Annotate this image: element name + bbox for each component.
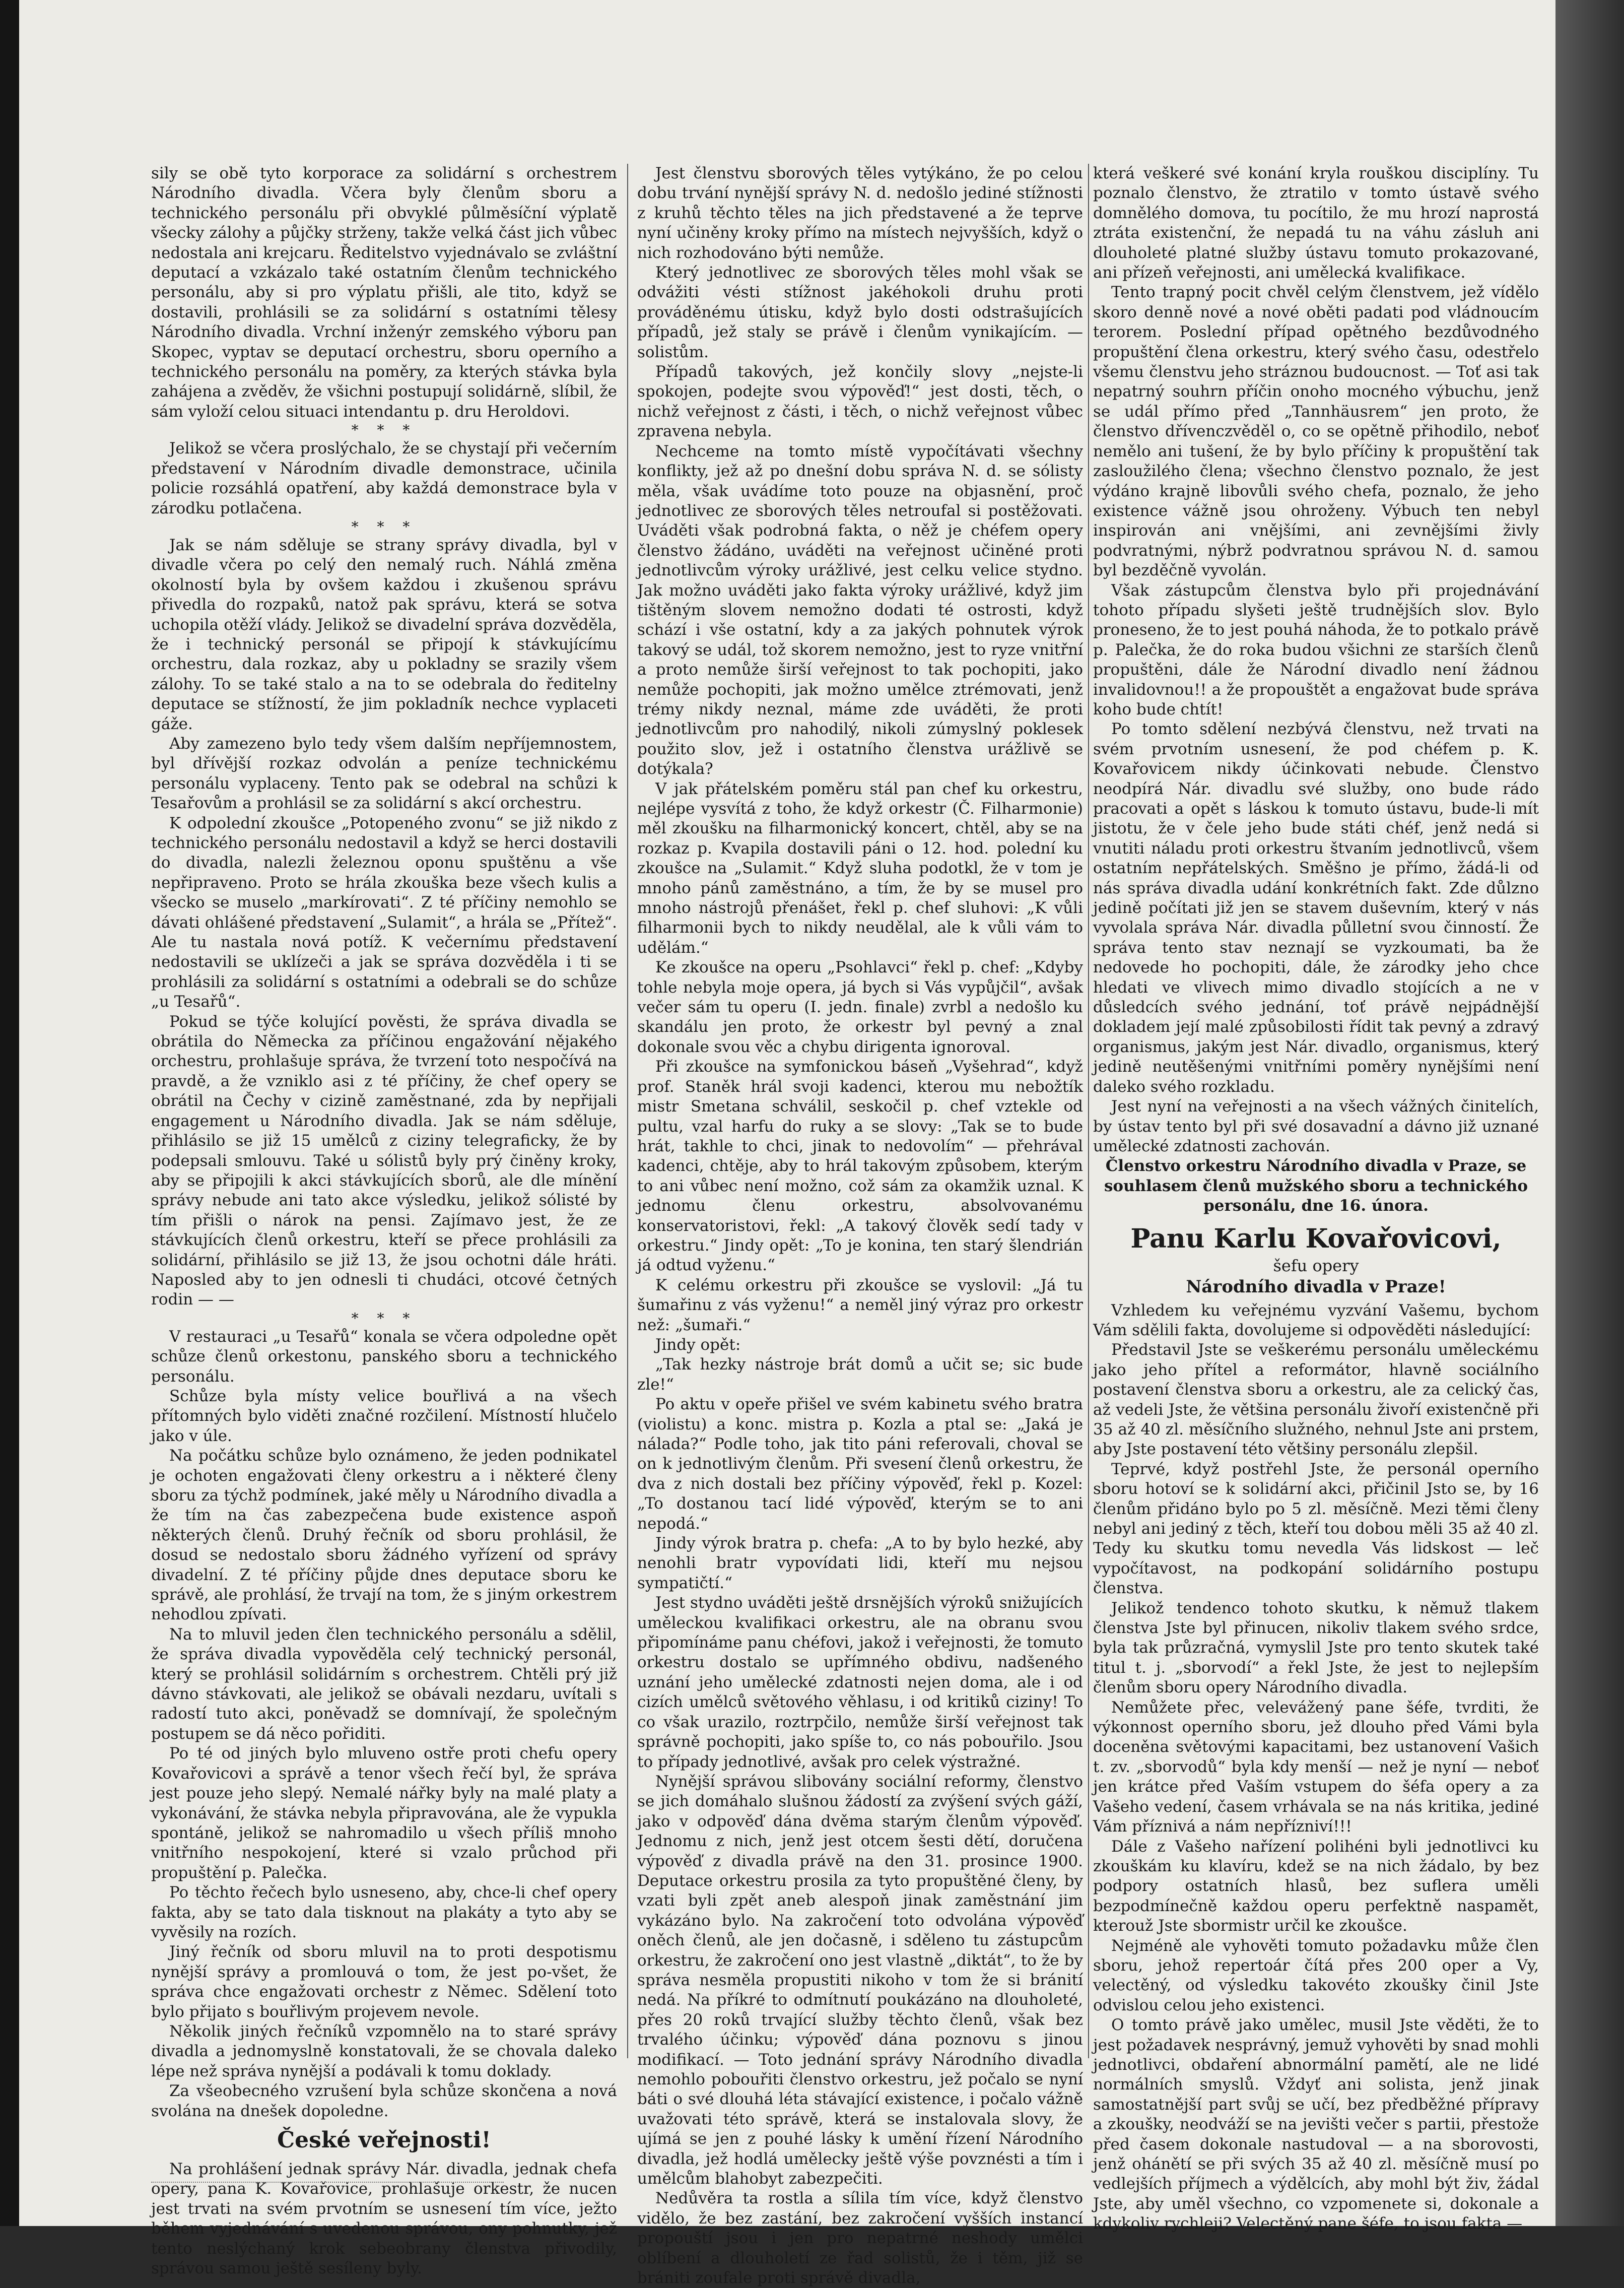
paragraph: Však zástupcům členstva bylo při projednávání tohoto případu slyšeti ještě trudnějších slov. Bylo proneseno, že to jest pouhá náhoda, že to potkalo právě p. Palečka, že do roka budou všichni ze starších členů propuštěni, dále že Národní divadlo není žádnou invalidovnou!! a že propouštět a engažovat bude správa koho bude chtít! bbox=[1093, 581, 1539, 718]
paragraph: Vzhledem ku veřejnému vyzvání Vašemu, bychom Vám sdělili fakta, dovolujeme si odpověděti následující: bbox=[1093, 1301, 1539, 1339]
paragraph: Tento trapný pocit chvěl celým členstvem, jež vídělo skoro denně nové a nové oběti padati pod vládnoucím terorem. Poslední případ opětného bezdůvodného propuštění člena orkestru, který svého času, odestřelo všemu členstvu jeho stráznou budoucnost. — Toť asi tak nepatrný souhrn příčin onoho mocného výbuchu, jenž se udál přímo před „Tannhäusrem“ jen proto, že členstvo dřívenczvěděl o, co se opětně přihodilo, neboť nemělo ani tušení, že by bylo příčiny k propuštění tak zasloužilého člena; všechno členstvo poznalo, že jest výdáno krajně libovůli svého chefa, poznalo, že jeho existence vážně jsou ohroženy. Výbuch ten nebyl inspirován ani vnějšími, ani zevnějšími živly podvratnými, nýbrž podvratnou správou N. d. samou byl bezděčně vyvolán. bbox=[1093, 283, 1539, 580]
paragraph: Jest členstvu sborových těles vytýkáno, že po celou dobu trvání nynější správy N. d. nedošlo jediné stížnosti z kruhů těchto těles na jich představené a že teprve nyní učiněny kroky přímo na místech nejvyšších, když o nich rozhodováno býti nemůže. bbox=[637, 164, 1083, 262]
scan-left-margin bbox=[0, 0, 19, 2226]
paragraph: O tomto právě jako umělec, musil Jste věděti, že to jest požadavek nesprávný, jemuž vyhověti by snad mohli jednotlivci, obdaření abnormální pamětí, ale ne lidé normálních smyslů. Vždyť ani solista, jenž jinak samostatnější part svůj se učí, bez předběžné přípravy a zkoušky, neodváží se na jevišti večer s partii, přestože před časem dokonale nastudoval — a na sborovosti, jenž ohánětí se při svých 35 až 40 zl. měsíčně musí po vedlejších příjmech a výdělcích, aby mohl být živ, žádal Jste, aby uměl všechno, co vzpomenete si, dokonale a kdykoliv rychleji? Velectěný pane šéfe, to jsou fakta — bbox=[1093, 2016, 1539, 2233]
letter-heading: Panu Karlu Kovařovicovi, bbox=[1130, 1223, 1502, 1254]
paragraph: Po aktu v opeře přišel ve svém kabinetu svého bratra (violistu) a konc. mistra p. Kozla a ptal se: „Jaká je nálada?“ Podle toho, jak tito páni referovali, choval se on k jednotlivým členům. Při svesení členů orkestru, že dva z nich dostali bez příčiny výpověď, řekl p. Kozel: „To dostanou tací lidé výpověď, kterým se to ani nepodá.“ bbox=[637, 1395, 1083, 1533]
paragraph: Aby zamezeno bylo tedy všem dalším nepříjemnostem, byl dřívější rozkaz odvolán a peníze technickému personálu vyplaceny. Tento pak se odebral na schůzi k Tesařovům a prohlásil se za solidární s akcí orchestru. bbox=[151, 734, 617, 813]
paragraph: Nechceme na tomto místě vypočítávati všechny konflikty, jež až po dnešní dobu správa N. d. se sólisty měla, však uvádíme toto pouze na objasnění, proč jednotlivec ze sborových těles netroufal si postěžovati. Uváděti však podrobná fakta, o něž je chéfem opery členstvo žádáno, uváděti na veřejnost učiněné proti jednotlivcům výroky urážlivé, jest celku velice stydno. Jak možno uváděti jako fakta výroky urážlivé, když jim tištěným slovem nemožno dodati té ostrosti, když schází i vše ostatní, kdy a za jakých pohnutek výrok takový se udál, tož skorem nemožno, jest to ryze vnitřní a proto nemůže širší veřejnost to tak pochopiti, jako nemůže pochopiti, jak možno umělce ztrémovati, jenž trémy nikdy neznal, máme zde uváděti, že proti jednotlivcům pro nahodilý, nikoli zúmyslný poklesek použito slov, jež i ostatního členstva urážlivě se dotýkala? bbox=[637, 442, 1083, 778]
paragraph: Případů takových, jež končily slovy „nejste-li spokojen, podejte svou výpověď!“ jest dosti, těch, o nichž veřejnost z části, i těch, o nichž veřejnost vůbec zpravena nebyla. bbox=[637, 363, 1083, 441]
paragraph: Jindy opět: bbox=[655, 1335, 741, 1354]
column-1 bbox=[151, 164, 617, 2278]
section-separator: * * * bbox=[351, 1310, 417, 1327]
paragraph: sily se obě tyto korporace za solidární s orchestrem Národního divadla. Včera byly členům sboru a technického personálu při obvyklé půlměsíční výplatě všecky zálohy a půjčky strženy, takže velká část jich vůbec nedostala ani krejcaru. Ředitelstvo vyjednávalo se zvláštní deputací a vzkázalo také ostatním členům technického personálu, aby si pro výplatu přišli, ale tito, když se dostavili, prohlásili se za solidární s ostatními tělesy Národního divadla. Vrchní inženýr zemského výboru pan Skopec, vyptav se deputací orchestru, sboru operního a technického personálu na poměry, za kterých stávka byla zahájena a zvěděv, že všichni postupují solidárně, slíbil, že sám vyloží celou situaci intendantu p. dru Heroldovi. bbox=[151, 164, 617, 421]
column-3 bbox=[1093, 164, 1539, 2233]
paragraph: Nemůžete přec, velevážený pane šéfe, tvrditi, že výkonnost operního sboru, jež dlouho před Vámi byla doceněna světovými kapacitami, bez ustanovení Vašich t. zv. „sborvodů“ byla kdy menší — než je nyní — neboť jen krátce před Vaším vstupem do šéfa opery a za Vašeho vedení, časem vrhávala se na nás kritika, jediné Vám příznivá a nám nepřízniví!!! bbox=[1093, 1698, 1539, 1836]
signature: Členstvo orkestru Národního divadla v Praze, se souhlasem členů mužského sboru a technického personálu, dne 16. února. bbox=[1104, 1157, 1528, 1215]
paragraph: Ke zkoušce na operu „Psohlavci“ řekl p. chef: „Kdyby tohle nebyla moje opera, já bych si Vás vypůjčil“, avšak večer sám tu operu (I. jedn. finale) zvrbl a nedošlo ku skandálu jen proto, že orkestr byl pevný a znal dokonale svou věc a chybu dirigenta ignoroval. bbox=[637, 958, 1083, 1056]
section-separator: * * * bbox=[351, 518, 417, 535]
paragraph: Po tomto sdělení nezbývá členstvu, než trvati na svém prvotním usnesení, že pod chéfem p. K. Kovařovicem nikdy účinkovati nebude. Členstvo neodpírá Nár. divadlu své služby, ono bude rádo pracovati a opět s láskou k tomuto ústavu, bude-li mít jistotu, že v čele jeho bude státi chéf, jenž nedá si vnutiti náladu proti orkestru štvaním jednotlivců, všem ostatním nepřátelských. Směšno je přímo, žádá-li od nás správa divadla udání konkrétních fakt. Zde důlzno jedině počítati již jen se stavem duševním, který v nás vyvolala správa Nár. divadla půlletní svou činností. Že správa tento stav neznají se vyzkoumati, ba že nedovede ho pochopiti, dále, že zárodky jeho chce hledati ve vlivech mimo divadlo stojících a ne v důsledcích svého jednání, toť právě nejpádnější dokladem její malé způsobilosti řídit tak pevný a zdravý organismus, jakým jest Nár. divadlo, organismus, který jedině neutěšenými vnitřními poměry nynějšími není daleko svého rozkladu. bbox=[1093, 720, 1539, 1096]
paragraph: Na prohlášení jednak správy Nár. divadla, jednak chefa opery, pana K. Kovařovice, prohlašuje orkestr, že nucen jest trvati na svém prvotním se usnesení tím více, ježto během vyjednávání s uvedenou správou, ony pohnutky, jež tento neslýchaný krok sebeobrany členstva přivodily, správou samou ještě sesíleny byly. bbox=[151, 2160, 617, 2278]
paragraph: Jiný řečník od sboru mluvil na to proti despotismu nynější správy a promlouvá o tom, že jest po-všet, že správa chce engažovati orchestr z Němec. Sdělení toto bylo přijato s bouřlivým projevem nevole. bbox=[151, 1943, 617, 2021]
paragraph: Nynější správou slibovány sociální reformy, členstvo se jich domáhalo slušnou žádostí za zvýšení svých gáží, jako v odpověď dána dvěma starým členům výpověď. Jednomu z nich, jenž jest otcem šesti dětí, doručena výpověď z divadla právě na den 31. prosince 1900. Deputace orkestru prosila za tyto propuštěné členy, by vzati byli zpět aneb alespoň jinak zaměstnání jim vykázáno bylo. Na zakročení toto odvolána výpověď oněch členů, ale jen dočasně, i sděleno tu zástupcům orkestru, že zakročení ono jest vlastně „diktát“, to že by správa nesměla propustiti nikoho v tom že si bránití nedá. Na příkré to odmítnutí poukázáno na dlouholeté, přes 20 roků trvající služby těchto členů, však bez trvalého účinku; výpověď dána poznovu s jinou modifikací. — Toto jednání správy Národního divadla nemohlo pobouřiti členstvo orkestru, jež počalo se nyní báti o své dlouhá léta stávající existence, i počalo vážně uvažovati této správě, která se instalovala slovy, že ujímá se jen z pouhé lásky k umění řízení Národního divadla, jež hodlá umělecky ještě výše povznésti a tím i umělcům blahobyt zabezpečiti. bbox=[637, 1772, 1083, 2188]
paragraph: Pokud se týče kolující pověsti, že správa divadla se obrátila do Německa za příčinou engažování nějakého orchestru, prohlašuje správa, že tvrzení toto nespočívá na pravdě, a že vzniklo asi z té příčiny, že chef opery se obrátil na Čechy v cizině zaměstnané, zda by nepřijali engagement u Národního divadla. Jak se nám sděluje, přihlásilo se již 15 umělců z ciziny telegraficky, že by podepsali smlouvu. Také u sólistů byly prý činěny kroky, aby se připojili k akci stávkujících sborů, ale dle mínění správy nebude ani tato akce výsledku, jelikož sólisté by tím přišli o nárok na pensi. Zajímavo jest, že ze stávkujících členů orkestru, kteří se přece prohlásili za solidární, přihlásilo se již 13, že jsou ochotni dále hráti. Naposled aby to jen odnesli ti chudáci, otcové četných rodin — — bbox=[151, 1012, 617, 1309]
paragraph: Nedůvěra ta rostla a sílila tím více, když členstvo vidělo, že bez zastání, bez zakročení vyšších instancí propouští jsou i jen pro nepatrné neshody umělci oblíbení a dlouholetí ze řad solistů, že i těm, již se brániti zoufale proti správě divadla, bbox=[637, 2189, 1083, 2287]
paragraph: Jindy výrok bratra p. chefa: „A to by bylo hezké, aby nenohli bratr vypovídati lidi, kteří mu nejsou sympatičtí.“ bbox=[637, 1534, 1083, 1592]
page-bottom-mark bbox=[151, 2167, 504, 2183]
paragraph: Při zkoušce na symfonickou báseň „Vyšehrad“, když prof. Staněk hrál svoji kadenci, kterou mu nebožtík mistr Smetana schválil, seskočil p. chef vztekle od pultu, vzal harfu do ruky a se slovy: „Tak se to bude hrát, takhle to chci, jinak to nedovolím“ — přehrával kadenci, chtěje, aby to hrál takovým způsobem, kterým to ani vůbec není možno, což sám za okamžik uznal. K jednomu členu orkestru, absolvovanému konservatoristovi, řekl: „A takový člověk sedí tady v orkestru.“ Jindy opět: „To je konina, ten starý šlendrián já odtud vyženu.“ bbox=[637, 1058, 1083, 1275]
paragraph: Dále z Vašeho nařízení polihéni byli jednotlivci ku zkouškám ku klavíru, kdež se na nich žádalo, by bez podpory ostatních hlasů, bez suflera uměli bezpodmínečně každou operu perfektně naspamět, kterouž Jste sbormistr určil ke zkoušce. bbox=[1093, 1837, 1539, 1935]
paragraph: Jak se nám sděluje se strany správy divadla, byl v divadle včera po celý den nemalý ruch. Náhlá změna okolností byla by ovšem každou i zkušenou správu přivedla do rozpaků, natož pak správu, která se sotva uchopila otěží vlády. Jelikož se divadelní správa dozvěděla, že i technický personál se připojí k stávkujícímu orchestru, dala rozkaz, aby u pokladny se srazily všem zálohy. To se také stalo a na to se odebrala do ředitelny deputace se stížností, že jim pokladník nechce vyplaceti gáže. bbox=[151, 536, 617, 733]
column-rule bbox=[627, 164, 628, 2058]
paragraph: která veškeré své konání kryla rouškou disciplíny. Tu poznalo členstvo, že ztratilo v tomto ústavě svého domnělého domova, tu pocítilo, že mu hrozí naprostá ztráta existenční, že nepadá tu na váhu zásluh ani dlouholeté platné služby ústavu tomuto prokazované, ani přízeň veřejnosti, ani umělecká kvalifikace. bbox=[1093, 164, 1539, 282]
paragraph: Jelikož se včera proslýchalo, že se chystají při večerním představení v Národním divadle demonstrace, učinila policie rozsáhlá opatření, aby každá demonstrace byla v zárodku potlačena. bbox=[151, 439, 617, 517]
paragraph: „Tak hezky nástroje brát domů a učit se; sic bude zle!“ bbox=[637, 1355, 1083, 1394]
paragraph: Po těchto řečech bylo usneseno, aby, chce-li chef opery fakta, aby se tato dala tisknout na plakáty a tyto aby se vyvěsily na rozích. bbox=[151, 1883, 617, 1941]
paragraph: Nejméně ale vyhověti tomuto požadavku může člen sboru, jehož repertoár čítá přes 200 oper a Vy, velectěný, od výsledku takovéto zkoušky činil Jste odvislou celou jeho existenci. bbox=[1093, 1936, 1539, 2014]
paragraph: Jelikož tendenco tohoto skutku, k němuž tlakem členstva Jste byl přinucen, nikoliv tlakem svého srdce, byla tak průzračná, vymyslil Jste pro tento skutek také titul t. j. „sborvodí“ a řekl Jste, že jest to nejlepším členům sboru opery Národního divadla. bbox=[1093, 1599, 1539, 1697]
paragraph: K celému orkestru při zkoušce se vyslovil: „Já tu šumařinu z vás vyženu!“ a neměl jiný výraz pro orkestr než: „šumaři.“ bbox=[637, 1276, 1083, 1334]
paragraph: Na to mluvil jeden člen technického personálu a sdělil, že správa divadla vypověděla celý technický personál, který se prohlásil solidárním s orchestrem. Chtěli prý již dávno stávkovati, ale jelikož se obávali nezdaru, uvítali s radostí tuto akci, poněvadž se domnívají, že společným postupem se dá něco pořiditi. bbox=[151, 1625, 617, 1743]
section-heading: České veřejnosti! bbox=[277, 2127, 491, 2153]
column-2 bbox=[637, 164, 1083, 2287]
paragraph: Na počátku schůze bylo oznámeno, že jeden podnikatel je ochoten engažovati členy orkestru a i některé členy sboru za týchž podmínek, jaké měly u Národního divadla a že tím na čas zabezpečena bude existence aspoň některých členů. Druhý řečník od sboru prohlásil, že dosud se nedostalo sboru žádného vyřízení od správy divadelní. Z té příčiny půjde dnes deputace sboru ke správě, ale prohlásí, že trvají na tom, že s jiným orkestrem nehodlou zpívati. bbox=[151, 1447, 617, 1624]
paragraph: Který jednotlivec ze sborových těles mohl však se odvážiti vésti stížnost jakéhokoli druhu proti prováděnému útisku, když bylo dosti odstrašujících případů, jež staly se právě i členům vynikajícím. — solistům. bbox=[637, 264, 1083, 361]
paragraph: Jest nyní na veřejnosti a na všech vážných činitelích, by ústav tento byl při své dosavadní a dávno již uznané umělecké zdatnosti zachován. bbox=[1093, 1097, 1539, 1155]
paragraph: V jak přátelském poměru stál pan chef ku orkestru, nejlépe vysvítá z toho, že když orkestr (Č. Filharmonie) měl zkoušku na filharmonický koncert, chtěl, aby se na rozkaz p. Kvapila dostavili páni o 12. hod. polední ku zkoušce na „Sulamit.“ Když sluha podotkl, že v tom je mnoho pánů zaměstnáno, a tím, že by se musel pro mnoho nástrojů přenášet, řekl p. chef sluhovi: „K vůli filharmonii bych to nikdy neudělal, ale k vůli vám to udělám.“ bbox=[637, 779, 1083, 957]
paragraph: Teprvé, když postřehl Jste, že personál operního sboru hotoví se k solidární akci, přičinil Jsto se, by 16 členům přidáno bylo po 5 zl. měsíčně. Mezi těmi členy nebyl ani jediný z těch, kteří tou dobou měli 35 až 40 zl. Tedy ku skutku tomu nevedla Vás lidskost — leč vypočítavost, na podkopání solidárního postupu členstva. bbox=[1093, 1460, 1539, 1598]
column-rule bbox=[1088, 164, 1089, 2058]
section-separator: * * * bbox=[351, 422, 417, 439]
paragraph: Schůze byla místy velice bouřlivá a na všech přítomných bylo viděti značné rozčilení. Místností hlučelo jako v úle. bbox=[151, 1387, 617, 1445]
paragraph: K odpolední zkoušce „Potopeného zvonu“ se již nikdo z technického personálu nedostavil a když se herci dostavili do divadla, nalezli železnou oponu spuštěnu a vše nepřipraveno. Proto se hrála zkouška beze všech kulis a všecko se muselo „markírovati“. Z té příčiny nemohlo se dávati ohlášené představení „Sulamit“, a hrála se „Přítež“. Ale tu nastala nová potíž. K večernímu představení nedostavili se uklízeči a jak se správa dozvěděla i ti se prohlásili za solidární s ostatními a odebrali se do schůze „u Tesařů“. bbox=[151, 814, 617, 1011]
paragraph: Několik jiných řečníků vzpomnělo na to staré správy divadla a jednomyslně konstatovali, že se chovala daleko lépe než správa nynější a podávali k tomu doklady. bbox=[151, 2022, 617, 2080]
paragraph: Po té od jiných bylo mluveno ostře proti chefu opery Kovařovicovi a správě a tenor všech řečí byl, že správa jest pouze jeho slepý. Nemalé nářky byly na malé platy a vykonávání, že stávka nebyla připravována, ale že vypukla spontáně, jelikož se nahromadilo u všech příliš mnoho vnitřního nespokojení, které si vzalo průchod při propuštění p. Palečka. bbox=[151, 1744, 617, 1882]
paragraph: Za všeobecného vzrušení byla schůze skončena a nová svolána na dnešek dopoledne. bbox=[151, 2082, 617, 2120]
paragraph: Jest stydno uváděti ještě drsnějších výroků snižujících uměleckou kvalifikaci orkestru, ale na obranu svou připomínáme panu chéfovi, jakož i veřejnosti, že tomuto orkestru dostalo se upřímného obdivu, nadšeného uznání jeho umělecké zdatnosti nejen doma, ale i od cizích umělců světového věhlasu, i od kritiků ciziny! To co však urazilo, roztrpčilo, nemůže širší veřejnost tak správně pochopiti, jako spíše to, co nás pobouřilo. Jsou to případy jednotlivé, avšak pro celek výstražné. bbox=[637, 1594, 1083, 1771]
scan-right-margin bbox=[1555, 0, 1624, 2226]
paragraph: Představil Jste se veškerému personálu uměleckému jako jeho přítel a reformátor, hlavně sociálního postavení členstva sboru a orkestru, ale za celický čas, až vedeli Jste, že většina personálu živoří existenčně při 35 až 40 zl. měsíčního služného, nehnul Jste ani prstem, aby Jste postavení této většiny personálu zlepšil. bbox=[1093, 1341, 1539, 1459]
letter-subheading-theatre: Národního divadla v Praze! bbox=[1186, 1276, 1446, 1297]
paragraph: V restauraci „u Tesařů“ konala se včera odpoledne opět schůze členů orkestonu, panského sboru a technického personálu. bbox=[151, 1327, 617, 1386]
letter-subheading: šefu opery bbox=[1273, 1256, 1359, 1275]
